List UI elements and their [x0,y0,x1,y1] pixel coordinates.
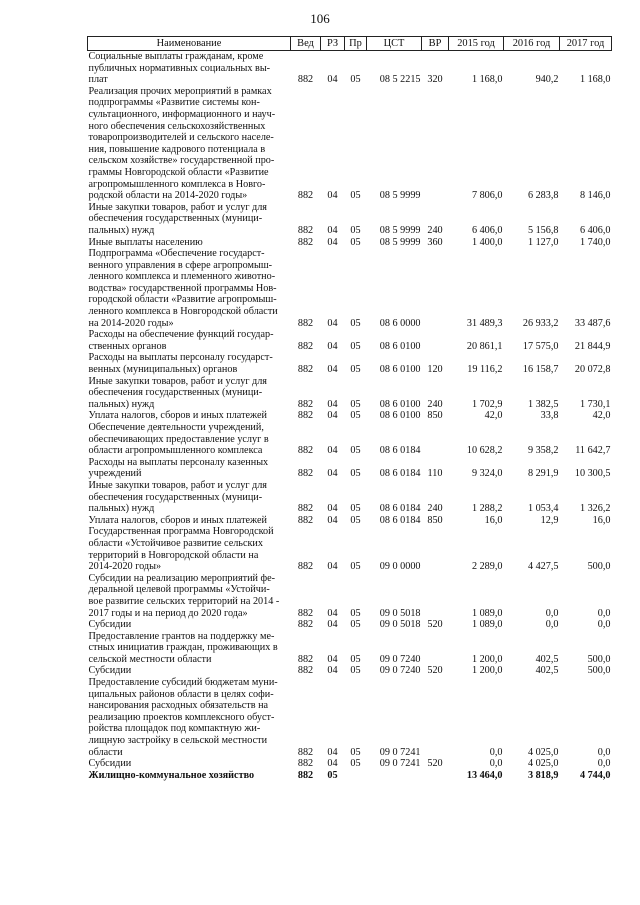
cell-2015: 20 861,1 [466,340,503,352]
cell-2016: 4 025,0 [527,746,559,758]
cell-pr: 05 [350,224,361,236]
cell-rz: 04 [327,317,338,329]
table-header-row [88,37,612,51]
cell-pr: 05 [350,410,361,422]
cell-2016: 402,5 [535,653,559,665]
cell-2016: 17 575,0 [522,340,559,352]
cell-2017: 0,0 [597,607,611,619]
cell-name: Подпрограмма «Обеспечение государст- венного управления в сфере агропромыш- ленного комплекса и племенного животно- водства» государственной программы Нов- городской области «Развитие агропромыш- ленного комплекса в Новгородской области на 2014-2020 годы» [88,248,278,329]
cell-2015: 6 406,0 [471,224,503,236]
cell-name: Иные закупки товаров, работ и услуг для обеспечения государственных (муници- пальных) нужд [88,375,267,410]
cell-vr [422,677,449,758]
cell-2015: 13 464,0 [466,769,503,781]
cell-pr: 05 [350,607,361,619]
cell-2016: 9 358,2 [527,445,559,457]
cell-vr: 520 [427,619,443,631]
table-row [88,631,612,666]
cell-2015: 1 200,0 [471,653,503,665]
cell-cst: 08 6 0184 [379,503,421,515]
cell-2017: 8 146,0 [579,190,611,202]
cell-2017: 33 487,6 [574,317,611,329]
cell-2015: 1 702,9 [471,398,503,410]
cell-cst: 08 6 0100 [379,398,421,410]
table-row [88,480,612,515]
cell-2015: 7 806,0 [471,190,503,202]
page-number: 106 [310,11,330,26]
cell-pr: 05 [350,364,361,376]
cell-ved: 882 [297,190,314,202]
cell-rz: 04 [327,74,338,86]
table-row [88,410,612,422]
cell-rz: 04 [327,746,338,758]
cell-rz: 04 [327,468,338,480]
cell-ved: 882 [297,607,314,619]
cell-name: Иные выплаты населению [88,236,203,248]
cell-2017: 4 744,0 [579,769,611,781]
header-col-name: Наименование [88,37,291,51]
cell-cst: 08 6 0100 [379,364,421,376]
header-col-2017: 2017 год [560,37,612,51]
cell-pr: 05 [350,746,361,758]
cell-pr: 05 [350,514,361,526]
cell-2016: 5 156,8 [527,224,559,236]
cell-name: Обеспечение деятельности учреждений, обеспечивающих предоставление услуг в области агропромышленного комплекса [88,422,269,457]
cell-vr: 850 [427,514,443,526]
cell-2017: 1 730,1 [579,398,611,410]
cell-cst: 09 0 7241 [379,746,421,758]
cell-2016: 12,9 [540,514,559,526]
cell-2017: 500,0 [587,665,611,677]
cell-ved: 882 [297,364,314,376]
cell-ved: 882 [297,514,314,526]
cell-2015: 10 628,2 [466,445,503,457]
cell-name: Субсидии [88,665,132,677]
cell-2015: 0,0 [489,758,503,770]
cell-vr [422,631,449,666]
cell-cst: 09 0 7241 [379,758,421,770]
cell-cst: 08 5 9999 [379,190,421,202]
cell-name: Уплата налогов, сборов и иных платежей [88,410,267,422]
cell-rz: 04 [327,236,338,248]
cell-name: Иные закупки товаров, работ и услуг для обеспечения государственных (муници- пальных) нужд [88,201,267,236]
cell-rz: 04 [327,653,338,665]
cell-vr: 850 [427,410,443,422]
cell-pr: 05 [350,619,361,631]
cell-name: Социальные выплаты гражданам, кроме публичных нормативных социальных вы- плат [88,51,271,86]
cell-cst: 09 0 5018 [379,619,421,631]
cell-pr: 05 [350,317,361,329]
cell-2015: 9 324,0 [471,468,503,480]
cell-vr: 360 [427,236,443,248]
cell-2017: 1 168,0 [579,74,611,86]
cell-name: Предоставление грантов на поддержку ме- стных инициатив граждан, проживающих в сельской местности области [88,630,278,665]
cell-2015: 31 489,3 [466,317,503,329]
cell-2016: 1 382,5 [527,398,559,410]
cell-ved: 882 [297,398,314,410]
table-row [88,526,612,572]
cell-2015: 1 089,0 [471,607,503,619]
cell-pr: 05 [350,398,361,410]
cell-ved: 882 [297,619,314,631]
cell-ved: 882 [297,468,314,480]
header-col-pr: Пр [345,37,367,51]
cell-2017: 0,0 [597,746,611,758]
cell-2016: 4 025,0 [527,758,559,770]
cell-2016: 1 053,4 [527,503,559,515]
cell-ved: 882 [297,746,314,758]
cell-vr: 240 [427,398,443,410]
cell-2015: 19 116,2 [467,364,503,376]
cell-vr [422,526,449,572]
cell-rz: 04 [327,445,338,457]
table-row [88,457,612,480]
cell-vr: 320 [427,74,443,86]
cell-name: Расходы на обеспечение функций государ- ственных органов [88,329,274,352]
cell-rz: 04 [327,364,338,376]
cell-name: Иные закупки товаров, работ и услуг для обеспечения государственных (муници- пальных) нужд [88,479,267,515]
cell-ved: 882 [297,410,314,422]
table-row [88,329,612,352]
cell-ved: 882 [297,769,314,781]
cell-vr [422,248,449,329]
header-col-ved: Вед [291,37,321,51]
cell-cst: 09 0 7240 [379,653,421,665]
cell-2017: 10 300,5 [574,468,611,480]
cell-cst: 08 6 0100 [379,410,421,422]
cell-2016: 16 158,7 [522,364,559,376]
cell-vr: 240 [427,224,443,236]
cell-2017: 1 740,0 [579,236,611,248]
cell-2016: 3 818,9 [527,769,559,781]
cell-2015: 42,0 [484,410,503,422]
cell-name: Государственная программа Новгородской области «Устойчивое развитие сельских территорий в Новгородской области на 2014-2020 годы» [88,526,274,573]
cell-2017: 0,0 [597,619,611,631]
cell-pr: 05 [350,503,361,515]
table-row [88,677,612,758]
cell-pr: 05 [350,445,361,457]
cell-vr [422,422,449,457]
cell-2017: 20 072,8 [574,364,611,376]
cell-rz: 04 [327,410,338,422]
cell-pr: 05 [350,340,361,352]
cell-rz: 04 [327,758,338,770]
cell-pr: 05 [350,468,361,480]
cell-rz: 05 [327,769,338,781]
cell-rz: 04 [327,340,338,352]
table-row [88,237,612,249]
table-row [88,515,612,527]
cell-ved: 882 [297,561,314,573]
cell-pr: 05 [350,74,361,86]
cell-2015: 1 400,0 [471,236,503,248]
table-row [88,51,612,86]
cell-2016: 26 933,2 [522,317,559,329]
cell-name: Предоставление субсидий бюджетам муни- ципальных районов области в целях софи- нансирования расходных обязательств на реализацию проектов комплексного обуст- ройства площадок под компактную жи- лищную застройку в сельской местности области [88,677,278,758]
header-col-cst: ЦСТ [367,37,422,51]
cell-2015: 1 288,2 [471,503,503,515]
cell-name: Субсидии [88,619,132,631]
cell-2015: 16,0 [484,514,503,526]
header-col-rz: РЗ [321,37,345,51]
cell-2016: 0,0 [545,607,559,619]
table-row [88,422,612,457]
cell-vr [422,86,449,202]
cell-2017: 6 406,0 [579,224,611,236]
cell-vr: 520 [427,758,443,770]
cell-rz: 04 [327,514,338,526]
cell-2017: 16,0 [592,514,611,526]
cell-pr: 05 [350,653,361,665]
cell-2016: 940,2 [535,74,559,86]
cell-cst: 08 6 0184 [379,468,421,480]
cell-ved: 882 [297,340,314,352]
cell-pr: 05 [350,665,361,677]
cell-2016: 33,8 [540,410,559,422]
cell-2015: 1 168,0 [471,74,503,86]
cell-cst: 08 5 9999 [379,224,421,236]
cell-2017: 500,0 [587,653,611,665]
table-row [88,86,612,202]
cell-rz: 04 [327,561,338,573]
cell-pr [345,770,367,782]
cell-2017: 11 642,7 [575,445,611,457]
cell-vr: 520 [427,665,443,677]
cell-2016: 402,5 [535,665,559,677]
cell-cst: 08 6 0184 [379,514,421,526]
cell-pr: 05 [350,236,361,248]
cell-ved: 882 [297,317,314,329]
cell-cst: 09 0 7240 [379,665,421,677]
cell-cst: 08 5 9999 [379,236,421,248]
cell-2016: 6 283,8 [527,190,559,202]
cell-vr [422,329,449,352]
cell-name: Расходы на выплаты персоналу государст- венных (муниципальных) органов [88,352,273,376]
cell-name: Субсидии на реализацию мероприятий фе- деральной целевой программы «Устойчи- вое развитие сельских территорий на 2014 - 2017 годы и на период до 2020 года» [88,572,280,619]
table-row [88,352,612,375]
cell-2017: 21 844,9 [574,340,611,352]
cell-name: Реализация прочих мероприятий в рамках подпрограммы «Развитие системы кон- сультационного, информационного и науч- ного обеспечения сельскохозяйственных товаропроизводителей и сельского населе- ния, повышение кадрового потенциала в сельском хозяйстве» государственной про- граммы Новгородской области «Развитие агропромышленного комплекса в Новго- родской области на 2014-2020 годы» [88,85,276,202]
cell-vr: 240 [427,503,443,515]
header-col-2015: 2015 год [449,37,504,51]
cell-name: Жилищно-коммунальное хозяйство [88,769,255,781]
cell-ved: 882 [297,503,314,515]
table-row [88,665,612,677]
cell-2015: 0,0 [489,746,503,758]
cell-ved: 882 [297,653,314,665]
table-row [88,573,612,619]
table-row [88,202,612,237]
cell-vr [422,573,449,619]
cell-pr: 05 [350,758,361,770]
cell-2017: 42,0 [592,410,611,422]
cell-rz: 04 [327,190,338,202]
table-row [88,376,612,411]
cell-2017: 0,0 [597,758,611,770]
header-col-2016: 2016 год [504,37,560,51]
cell-cst: 08 6 0000 [379,317,421,329]
cell-ved: 882 [297,445,314,457]
table-row [88,758,612,770]
budget-table [87,36,612,781]
cell-cst: 09 0 0000 [379,561,421,573]
cell-ved: 882 [297,74,314,86]
cell-2017: 500,0 [587,561,611,573]
cell-pr: 05 [350,561,361,573]
cell-rz: 04 [327,503,338,515]
cell-rz: 04 [327,224,338,236]
table-row [88,770,612,782]
cell-rz: 04 [327,398,338,410]
table-row [88,248,612,329]
cell-rz: 04 [327,607,338,619]
cell-name: Уплата налогов, сборов и иных платежей [88,514,267,526]
cell-cst: 08 6 0184 [379,445,421,457]
cell-ved: 882 [297,236,314,248]
cell-name: Субсидии [88,758,132,770]
cell-2015: 1 089,0 [471,619,503,631]
cell-2016: 1 127,0 [527,236,559,248]
cell-2016: 8 291,9 [527,468,559,480]
cell-vr: 110 [427,468,443,480]
cell-pr: 05 [350,190,361,202]
header-col-vr: ВР [422,37,449,51]
cell-2015: 2 289,0 [471,561,503,573]
cell-2015: 1 200,0 [471,665,503,677]
cell-cst [367,770,422,782]
cell-ved: 882 [297,224,314,236]
table-row [88,619,612,631]
cell-cst: 08 6 0100 [379,340,421,352]
cell-2017: 1 326,2 [579,503,611,515]
cell-2016: 4 427,5 [527,561,559,573]
cell-rz: 04 [327,619,338,631]
cell-vr: 120 [427,364,443,376]
cell-rz: 04 [327,665,338,677]
cell-ved: 882 [297,665,314,677]
cell-vr [422,770,449,782]
cell-name: Расходы на выплаты персоналу казенных учреждений [88,456,269,480]
cell-ved: 882 [297,758,314,770]
cell-cst: 09 0 5018 [379,607,421,619]
cell-cst: 08 5 2215 [379,74,421,86]
cell-2016: 0,0 [545,619,559,631]
table-body [88,51,612,782]
